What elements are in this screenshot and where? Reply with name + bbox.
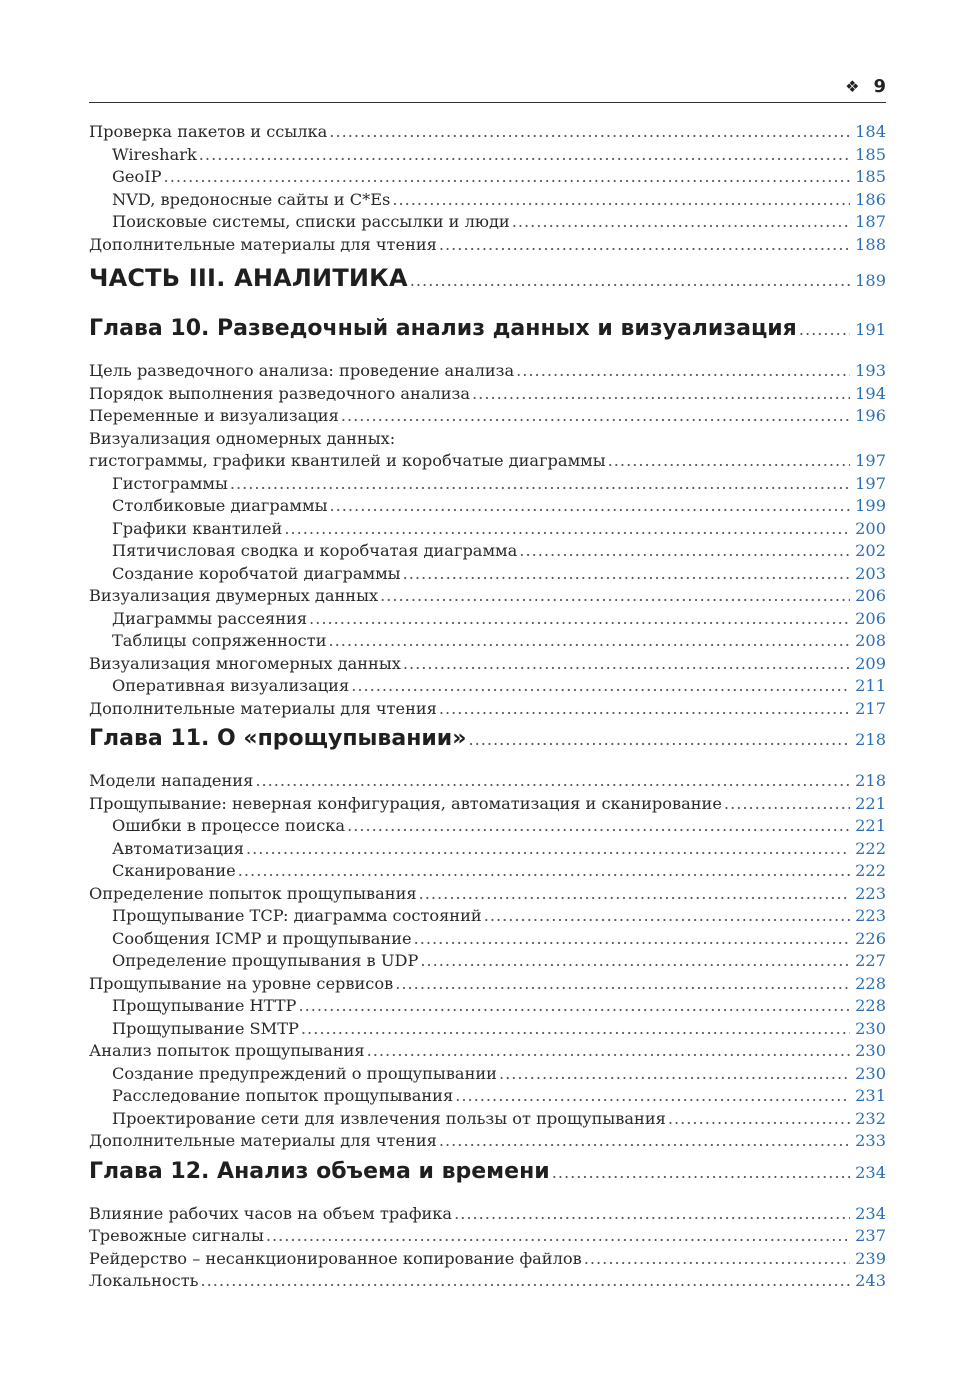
dot-leader <box>329 495 850 518</box>
toc-entry-title: Рейдерство – несанкционированное копирование файлов <box>89 1248 582 1268</box>
toc-entry-page[interactable]: 218 <box>855 771 886 790</box>
dot-leader <box>199 144 850 167</box>
toc-entry-title: Переменные и визуализация <box>89 406 339 425</box>
chapter-page[interactable]: 218 <box>855 730 886 749</box>
toc-entry-title: NVD, вредоносные сайты и C*Es <box>112 189 391 209</box>
toc-entry-title: Гистограммы <box>112 473 228 493</box>
toc-entry-page[interactable]: 239 <box>855 1248 886 1268</box>
toc-entry[interactable] <box>89 698 886 721</box>
toc-entry[interactable] <box>89 905 886 928</box>
toc-entry[interactable] <box>89 1018 886 1041</box>
toc-entry-page[interactable]: 185 <box>855 167 886 186</box>
toc-entry-page[interactable]: 206 <box>855 608 886 628</box>
page-number: 9 <box>873 76 886 97</box>
dot-leader <box>455 1085 850 1108</box>
dot-leader <box>519 540 850 563</box>
toc-entry[interactable] <box>89 360 886 383</box>
toc-entry-title: Дополнительные материалы для чтения <box>89 1131 437 1150</box>
toc-entry[interactable] <box>89 166 886 189</box>
toc-entry-title: Wireshark <box>112 144 197 164</box>
toc-entry[interactable] <box>89 1270 886 1293</box>
toc-entry-page[interactable]: 230 <box>855 1018 886 1038</box>
dot-leader <box>608 450 850 473</box>
dot-leader <box>395 973 850 996</box>
toc-entry-title: Таблицы сопряженности <box>112 631 327 650</box>
toc-entry-title: Визуализация одномерных данных: <box>89 428 396 448</box>
dot-leader <box>472 383 850 406</box>
toc-entry-title: Графики квантилей <box>112 518 283 538</box>
toc-entry-title: Оперативная визуализация <box>112 676 350 695</box>
toc-entry[interactable] <box>89 928 886 951</box>
toc-entry-page[interactable]: 228 <box>855 973 886 993</box>
toc-entry-page[interactable]: 217 <box>855 698 886 718</box>
toc-entry-title: Определение прощупывания в UDP <box>112 951 419 970</box>
dot-leader <box>439 698 850 721</box>
dot-leader <box>516 360 850 383</box>
dot-leader <box>403 653 850 676</box>
toc-chapter-heading[interactable] <box>89 1153 886 1203</box>
toc-entry-page[interactable]: 197 <box>855 473 886 493</box>
toc-entry-title: Тревожные сигналы <box>89 1226 264 1245</box>
toc-entry[interactable] <box>89 770 886 793</box>
toc-entry-page[interactable]: 196 <box>855 406 886 425</box>
toc-entry-page[interactable]: 206 <box>855 586 886 605</box>
toc-entry[interactable] <box>89 383 886 406</box>
toc-entry[interactable] <box>89 211 886 234</box>
toc-entry-title: GeoIP <box>112 167 162 186</box>
table-of-contents <box>89 121 886 1293</box>
toc-entry-title: Создание коробчатой диаграммы <box>112 563 401 583</box>
dot-leader <box>238 860 850 883</box>
toc-entry-title: Прощупывание на уровне сервисов <box>89 973 394 993</box>
running-header <box>89 76 886 103</box>
toc-entry-page[interactable]: 199 <box>855 496 886 515</box>
toc-entry[interactable] <box>89 950 886 973</box>
toc-entry-page[interactable]: 185 <box>855 144 886 164</box>
toc-entry-title: Прощупывание: неверная конфигурация, автоматизация и сканирование <box>89 793 722 813</box>
dot-leader <box>255 770 850 793</box>
toc-entry-title: Поисковые системы, списки рассылки и люди <box>112 212 510 231</box>
toc-entry-title: Визуализация двумерных данных <box>89 586 379 605</box>
toc-entry[interactable] <box>89 540 886 563</box>
dot-leader <box>799 320 850 339</box>
chapter-title: Глава 12. Анализ объема и времени <box>89 1158 550 1184</box>
toc-entry-page[interactable]: 221 <box>855 816 886 835</box>
toc-entry-first-line[interactable] <box>89 428 886 451</box>
toc-entry-page[interactable]: 221 <box>855 793 886 813</box>
dot-leader <box>439 1130 850 1153</box>
toc-entry-page[interactable]: 232 <box>855 1108 886 1128</box>
toc-entry-page[interactable]: 243 <box>855 1271 886 1290</box>
dot-leader <box>468 730 850 749</box>
toc-entry-title: Диаграммы рассеяния <box>112 608 308 628</box>
toc-entry-title: Визуализация многомерных данных <box>89 653 401 673</box>
toc-entry-title: Анализ попыток прощупывания <box>89 1041 365 1060</box>
toc-entry[interactable] <box>89 1040 886 1063</box>
toc-entry[interactable] <box>89 995 886 1018</box>
toc-entry-page[interactable]: 230 <box>855 1041 886 1060</box>
dot-leader <box>439 234 850 257</box>
toc-entry-title: Определение попыток прощупывания <box>89 883 417 903</box>
dot-leader <box>164 166 850 189</box>
toc-entry[interactable] <box>89 793 886 816</box>
dot-leader <box>380 585 850 608</box>
toc-entry-title: Прощупывание TCP: диаграмма состояний <box>112 906 482 925</box>
toc-chapter-heading[interactable] <box>89 720 886 770</box>
chapter-title: Глава 11. О «прощупывании» <box>89 726 467 751</box>
toc-entry-page[interactable]: 223 <box>855 883 886 903</box>
dot-leader <box>454 1203 850 1226</box>
toc-entry-page[interactable]: 193 <box>855 361 886 380</box>
toc-entry-page[interactable]: 203 <box>855 563 886 583</box>
toc-entry[interactable] <box>89 838 886 861</box>
toc-entry-title: Порядок выполнения разведочного анализа <box>89 383 471 403</box>
diamond-ornament-icon: ❖ <box>845 76 860 96</box>
dot-leader <box>484 905 850 928</box>
toc-entry-page[interactable]: 227 <box>855 951 886 970</box>
chapter-page[interactable]: 234 <box>855 1162 886 1182</box>
dot-leader <box>552 1163 850 1182</box>
toc-entry-page[interactable]: 223 <box>855 906 886 925</box>
toc-entry-title: Влияние рабочих часов на объем трафика <box>89 1203 453 1223</box>
toc-entry[interactable] <box>89 675 886 698</box>
toc-entry-title: Дополнительные материалы для чтения <box>89 698 437 718</box>
toc-chapter-heading[interactable] <box>89 310 886 360</box>
toc-entry[interactable] <box>89 653 886 676</box>
toc-entry-title: Локальность <box>89 1271 199 1290</box>
dot-leader <box>347 815 850 838</box>
toc-entry-page[interactable]: 197 <box>855 451 886 470</box>
dot-leader <box>392 189 850 212</box>
toc-entry-continuation[interactable] <box>89 450 886 473</box>
toc-entry[interactable] <box>89 1085 886 1108</box>
toc-entry[interactable] <box>89 973 886 996</box>
toc-entry[interactable] <box>89 405 886 428</box>
dot-leader <box>499 1063 850 1086</box>
toc-entry-title: Ошибки в процессе поиска <box>112 816 346 835</box>
toc-entry[interactable] <box>89 608 886 631</box>
toc-entry-title: Прощупывание SMTP <box>112 1018 299 1038</box>
part-page[interactable]: 189 <box>855 271 886 290</box>
chapter-title: Глава 10. Разведочный анализ данных и визуализация <box>89 316 797 341</box>
toc-entry-title: Проверка пакетов и ссылка <box>89 122 328 141</box>
toc-entry-page[interactable]: 209 <box>855 653 886 673</box>
dot-leader <box>584 1248 850 1271</box>
toc-entry-page[interactable]: 211 <box>855 676 886 695</box>
dot-leader <box>301 1018 850 1041</box>
toc-entry[interactable] <box>89 144 886 167</box>
toc-entry-title: Цель разведочного анализа: проведение анализа <box>89 361 515 380</box>
toc-entry[interactable] <box>89 473 886 496</box>
dot-leader <box>298 995 850 1018</box>
dot-leader <box>403 563 850 586</box>
toc-entry-title: Сообщения ICMP и прощупывание <box>112 928 412 948</box>
dot-leader <box>201 1270 851 1293</box>
toc-entry-page[interactable]: 228 <box>855 996 886 1015</box>
dot-leader <box>724 793 850 816</box>
dot-leader <box>284 518 850 541</box>
toc-entry-page[interactable]: 231 <box>855 1086 886 1105</box>
toc-entry[interactable] <box>89 1203 886 1226</box>
toc-entry-page[interactable]: 208 <box>855 631 886 650</box>
dot-leader <box>512 211 850 234</box>
toc-entry[interactable] <box>89 1225 886 1248</box>
toc-entry[interactable] <box>89 883 886 906</box>
toc-entry[interactable] <box>89 518 886 541</box>
toc-entry-page[interactable]: 188 <box>855 234 886 254</box>
toc-entry[interactable] <box>89 563 886 586</box>
toc-entry-title: Расследование попыток прощупывания <box>112 1086 454 1105</box>
toc-entry-page[interactable]: 194 <box>855 383 886 403</box>
dot-leader <box>420 950 850 973</box>
dot-leader <box>246 838 850 861</box>
toc-entry[interactable] <box>89 1130 886 1153</box>
dot-leader <box>367 1040 850 1063</box>
dot-leader <box>328 630 850 653</box>
toc-entry-title: Сканирование <box>112 861 236 880</box>
toc-entry-page[interactable]: 222 <box>855 838 886 858</box>
toc-part-heading[interactable] <box>89 256 886 310</box>
toc-entry-title: Проектирование сети для извлечения пользы от прощупывания <box>112 1108 666 1128</box>
toc-entry-page[interactable]: 230 <box>855 1063 886 1083</box>
part-title: ЧАСТЬ III. АНАЛИТИКА <box>89 264 408 292</box>
toc-entry-title: Прощупывание HTTP <box>112 996 297 1015</box>
toc-entry[interactable] <box>89 495 886 518</box>
toc-entry-title-continued: гистограммы, графики квантилей и коробчатые диаграммы <box>89 451 606 470</box>
chapter-page[interactable]: 191 <box>855 320 886 339</box>
toc-entry-page[interactable]: 200 <box>855 518 886 538</box>
dot-leader <box>329 121 850 144</box>
toc-entry[interactable] <box>89 1063 886 1086</box>
dot-leader <box>341 405 850 428</box>
dot-leader <box>414 928 850 951</box>
toc-entry-title: Модели нападения <box>89 771 254 790</box>
toc-entry-title: Пятичисловая сводка и коробчатая диаграмма <box>112 541 518 560</box>
toc-entry[interactable] <box>89 585 886 608</box>
toc-entry-page[interactable]: 187 <box>855 212 886 231</box>
toc-entry-title: Столбиковые диаграммы <box>112 496 328 515</box>
toc-entry-title: Создание предупреждений о прощупывании <box>112 1063 497 1083</box>
toc-entry[interactable] <box>89 630 886 653</box>
toc-entry-page[interactable]: 202 <box>855 541 886 560</box>
toc-entry[interactable] <box>89 815 886 838</box>
toc-entry-page[interactable]: 233 <box>855 1131 886 1150</box>
toc-entry[interactable] <box>89 1248 886 1271</box>
toc-entry[interactable] <box>89 189 886 212</box>
toc-entry[interactable] <box>89 121 886 144</box>
dot-leader <box>266 1225 850 1248</box>
dot-leader <box>309 608 850 631</box>
toc-entry-page[interactable]: 186 <box>855 189 886 209</box>
toc-entry-title: Автоматизация <box>112 838 244 858</box>
dot-leader <box>419 883 850 906</box>
toc-entry[interactable] <box>89 860 886 883</box>
toc-entry-page[interactable]: 234 <box>855 1203 886 1223</box>
toc-entry-page[interactable]: 237 <box>855 1226 886 1245</box>
toc-entry-page[interactable]: 184 <box>855 122 886 141</box>
toc-entry-page[interactable]: 226 <box>855 928 886 948</box>
dot-leader <box>668 1108 850 1131</box>
toc-entry-title: Дополнительные материалы для чтения <box>89 234 437 254</box>
dot-leader <box>230 473 850 496</box>
toc-entry-page[interactable]: 222 <box>855 861 886 880</box>
toc-entry[interactable] <box>89 234 886 257</box>
dot-leader <box>410 271 850 290</box>
dot-leader <box>351 675 850 698</box>
toc-entry[interactable] <box>89 1108 886 1131</box>
